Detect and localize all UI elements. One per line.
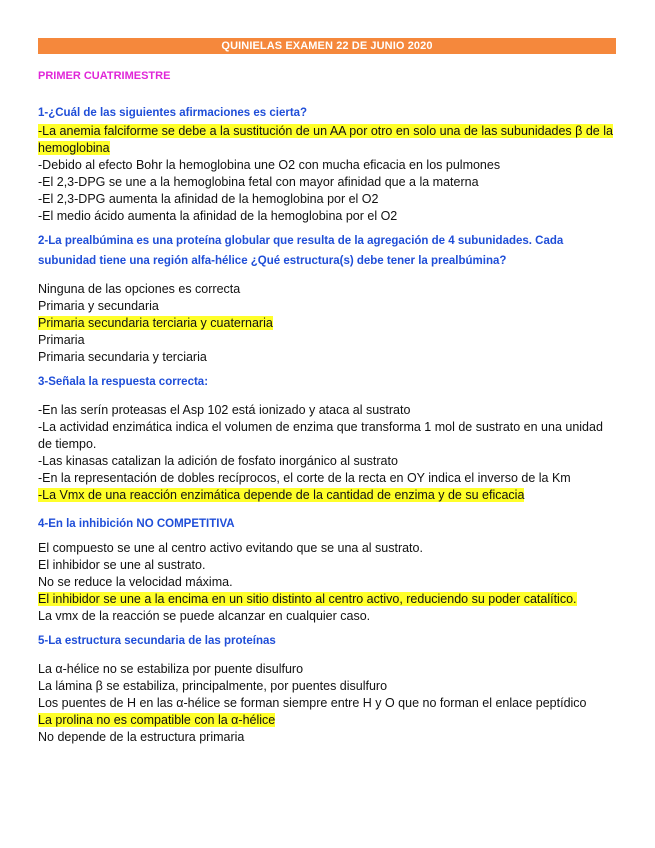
answer-option: No depende de la estructura primaria bbox=[38, 730, 245, 744]
answer-option: -La actividad enzimática indica el volumen de enzima que transforma 1 mol de sustrato en una unidad de tiempo. bbox=[38, 420, 603, 451]
answer-option: El inhibidor se une al sustrato. bbox=[38, 558, 206, 572]
answer-option: Los puentes de H en las α-hélice se forman siempre entre H y O que no forman el enlace peptídico bbox=[38, 696, 587, 710]
answer-option: Primaria bbox=[38, 333, 85, 347]
question-title: 3-Señala la respuesta correcta: bbox=[38, 376, 209, 388]
answer-option: -El 2,3-DPG se une a la hemoglobina fetal con mayor afinidad que a la materna bbox=[38, 175, 479, 189]
question-title: 1-¿Cuál de las siguientes afirmaciones es cierta? bbox=[38, 107, 308, 119]
exam-title-banner: QUINIELAS EXAMEN 22 DE JUNIO 2020 bbox=[38, 38, 616, 54]
answer-option-correct: La prolina no es compatible con la α-hélice bbox=[38, 713, 276, 727]
answer-option: -En la representación de dobles recíprocos, el corte de la recta en OY indica el inverso de la Km bbox=[38, 471, 571, 485]
question-title: 2-La prealbúmina es una proteína globular que resulta de la agregación de 4 subunidades. Cada subunidad tiene una región alfa-hélice ¿Qué estructura(s) debe tener la prealbúmina? bbox=[38, 235, 564, 267]
question-title: 4-En la inhibición NO COMPETITIVA bbox=[38, 518, 235, 530]
answer-option: -El medio ácido aumenta la afinidad de la hemoglobina por el O2 bbox=[38, 209, 398, 223]
answer-option-correct: Primaria secundaria terciaria y cuaternaria bbox=[38, 316, 273, 330]
answer-option: Ninguna de las opciones es correcta bbox=[38, 282, 241, 296]
question-5 bbox=[38, 631, 618, 746]
section-title: PRIMER CUATRIMESTRE bbox=[38, 70, 171, 82]
answer-option: -Debido al efecto Bohr la hemoglobina une O2 con mucha eficacia en los pulmones bbox=[38, 158, 501, 172]
question-1 bbox=[38, 103, 618, 225]
questions-list bbox=[38, 103, 618, 746]
answer-option: Primaria y secundaria bbox=[38, 299, 159, 313]
answer-option: No se reduce la velocidad máxima. bbox=[38, 575, 233, 589]
answer-option: El compuesto se une al centro activo evitando que se una al sustrato. bbox=[38, 541, 423, 555]
question-4 bbox=[38, 514, 618, 625]
answer-option: Primaria secundaria y terciaria bbox=[38, 350, 207, 364]
answer-option-correct: -La Vmx de una reacción enzimática depende de la cantidad de enzima y de su eficacia bbox=[38, 488, 525, 502]
answer-option: -En las serín proteasas el Asp 102 está ionizado y ataca al sustrato bbox=[38, 403, 411, 417]
answer-option: -El 2,3-DPG aumenta la afinidad de la hemoglobina por el O2 bbox=[38, 192, 379, 206]
question-title: 5-La estructura secundaria de las proteínas bbox=[38, 635, 276, 647]
question-3 bbox=[38, 372, 618, 504]
answer-option-correct: El inhibidor se une a la encima en un sitio distinto al centro activo, reduciendo su poder catalítico. bbox=[38, 592, 577, 606]
answer-option: -Las kinasas catalizan la adición de fosfato inorgánico al sustrato bbox=[38, 454, 398, 468]
answer-option: La lámina β se estabiliza, principalmente, por puentes disulfuro bbox=[38, 679, 388, 693]
answer-option: La vmx de la reacción se puede alcanzar en cualquier caso. bbox=[38, 609, 371, 623]
answer-option-correct: -La anemia falciforme se debe a la sustitución de un AA por otro en solo una de las subunidades β de la hemoglobina bbox=[38, 124, 613, 155]
question-2 bbox=[38, 231, 618, 366]
answer-option: La α-hélice no se estabiliza por puente disulfuro bbox=[38, 662, 304, 676]
